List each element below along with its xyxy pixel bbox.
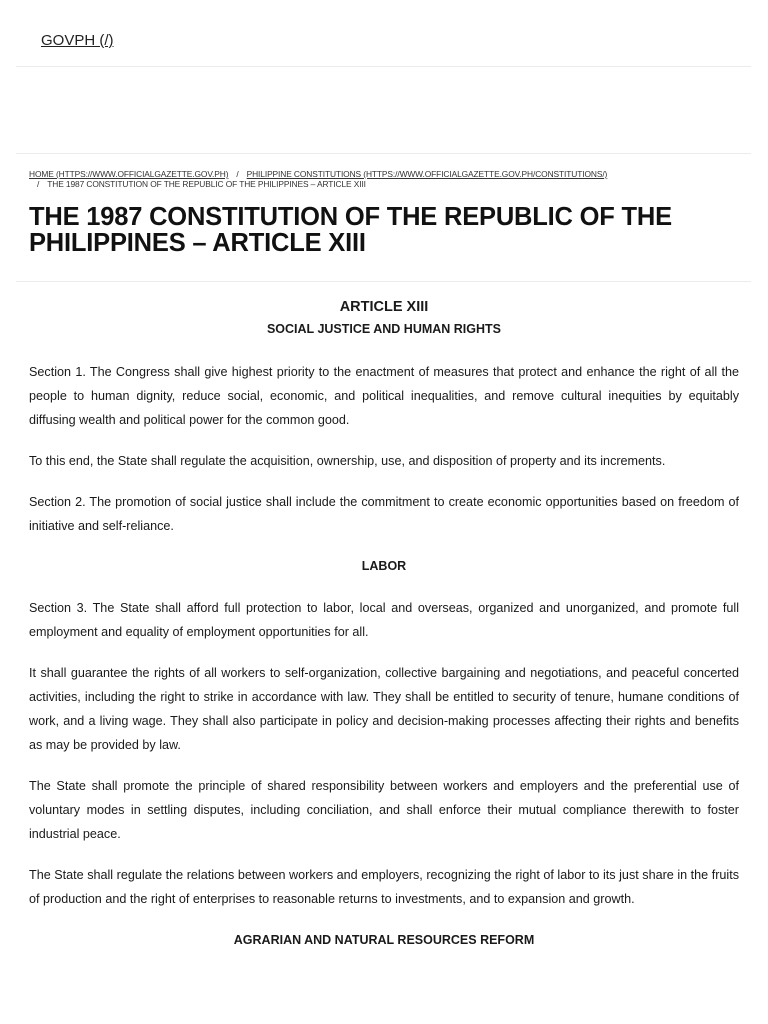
labor-heading: LABOR [361, 559, 407, 573]
section-1: Section 1. The Congress shall give highest priority to the enactment of measures that protect and enhance the right of all the people to human dignity, reduce social, economic, and political inequalities, and remove cultural inequities by equitably diffusing wealth and political power for the common good. [29, 365, 739, 427]
section-2: Section 2. The promotion of social justice shall include the commitment to create economic opportunities based on freedom of initiative and self-reliance. [29, 495, 739, 533]
section-3-paragraph-2: It shall guarantee the rights of all workers to self-organization, collective bargaining and negotiations, and peaceful concerted activities, including the right to strike in accordance with law. They shall be entitled to security of tenure, humane conditions of work, and a living wage. They shall also participate in policy and decision-making processes affecting their rights and benefits as may be provided by law. [29, 666, 739, 752]
article-content [29, 296, 739, 951]
section-3-paragraph-3: The State shall promote the principle of shared responsibility between workers and employers and the preferential use of voluntary modes in settling disputes, including conciliation, and shall enforce their mutual compliance therewith to foster industrial peace. [29, 779, 739, 841]
agrarian-heading: AGRARIAN AND NATURAL RESOURCES REFORM [233, 933, 535, 947]
breadcrumb-home-link[interactable]: HOME (HTTPS://WWW.OFFICIALGAZETTE.GOV.PH) [29, 169, 229, 179]
breadcrumb-separator: / [37, 178, 40, 189]
banner-space [16, 67, 751, 154]
section-3: Section 3. The State shall afford full protection to labor, local and overseas, organized and unorganized, and promote full employment and equality of employment opportunities for all. [29, 601, 739, 639]
article-subheading: SOCIAL JUSTICE AND HUMAN RIGHTS [266, 322, 502, 336]
section-1-paragraph-2: To this end, the State shall regulate the acquisition, ownership, use, and disposition of property and its increments. [29, 454, 666, 468]
top-navbar [16, 0, 751, 67]
divider [16, 281, 751, 282]
breadcrumb-constitutions-link[interactable]: PHILIPPINE CONSTITUTIONS (HTTPS://WWW.OFFICIALGAZETTE.GOV.PH/CONSTITUTIONS/) [246, 169, 608, 179]
breadcrumb [29, 170, 749, 189]
breadcrumb-current: THE 1987 CONSTITUTION OF THE REPUBLIC OF THE PHILIPPINES – ARTICLE XIII [47, 178, 366, 189]
breadcrumb-separator: / [236, 169, 239, 179]
govph-link[interactable]: GOVPH (/) [41, 32, 114, 49]
section-3-paragraph-4: The State shall regulate the relations between workers and employers, recognizing the right of labor to its just share in the fruits of production and the right of enterprises to reasonable returns to investments, and to expansion and growth. [29, 868, 739, 906]
article-heading: ARTICLE XIII [339, 299, 429, 315]
page-title: THE 1987 CONSTITUTION OF THE REPUBLIC OF THE PHILIPPINES – ARTICLE XIII [29, 203, 672, 257]
